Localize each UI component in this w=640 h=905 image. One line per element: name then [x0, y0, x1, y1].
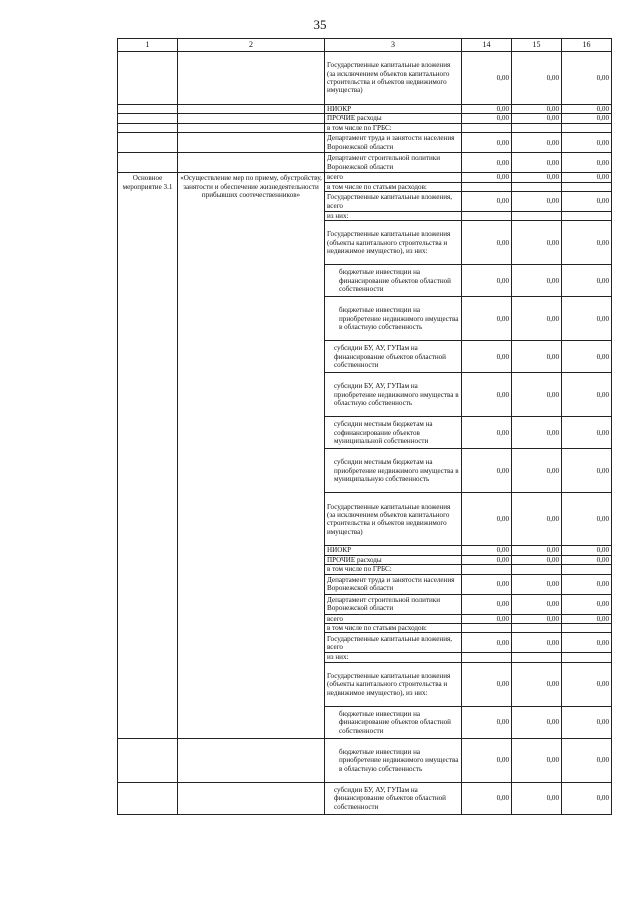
table-row — [118, 738, 612, 782]
budget-table — [117, 38, 612, 815]
activity-name-cell — [178, 153, 325, 173]
table-row — [118, 153, 612, 173]
table-row — [118, 114, 612, 123]
value-cell-14: 0,00 — [462, 192, 512, 212]
expense-item-cell: Департамент строительной политики Воронежской области — [325, 153, 462, 173]
value-cell-15: 0,00 — [512, 221, 562, 265]
value-cell-15: 0,00 — [512, 594, 562, 614]
value-cell-15: 0,00 — [512, 133, 562, 153]
value-cell-16: 0,00 — [562, 173, 612, 182]
expense-item-cell: из них: — [325, 653, 462, 662]
value-cell-16: 0,00 — [562, 153, 612, 173]
value-cell-16: 0,00 — [562, 706, 612, 738]
activity-name-cell — [178, 133, 325, 153]
value-cell-16: 0,00 — [562, 594, 612, 614]
value-cell-14: 0,00 — [462, 546, 512, 555]
activity-code-cell — [118, 123, 178, 132]
expense-item-cell: Государственные капитальные вложения (за исключением объектов капитального строительства и объектов недвижимого имущества) — [325, 493, 462, 546]
expense-item-cell: субсидии БУ, АУ, ГУПам на финансирование объектов областной собственности — [325, 782, 462, 814]
expense-item-cell: в том числе по статьям расходов: — [325, 624, 462, 633]
value-cell-15: 0,00 — [512, 449, 562, 493]
value-cell-14: 0,00 — [462, 493, 512, 546]
expense-item-cell: бюджетные инвестиции на финансирование объектов областной собственности — [325, 706, 462, 738]
table-row — [118, 123, 612, 132]
expense-item-cell: Государственные капитальные вложения (за исключением объектов капитального строительства и объектов недвижимого имущества) — [325, 52, 462, 105]
value-cell-15: 0,00 — [512, 574, 562, 594]
expense-item-cell: Департамент труда и занятости населения Воронежской области — [325, 133, 462, 153]
value-cell-16: 0,00 — [562, 297, 612, 341]
expense-item-cell: ПРОЧИЕ расходы — [325, 555, 462, 564]
value-cell-14 — [462, 123, 512, 132]
value-cell-15 — [512, 123, 562, 132]
expense-item-cell: в том числе по ГРБС: — [325, 123, 462, 132]
value-cell-15: 0,00 — [512, 662, 562, 706]
activity-name-cell — [178, 123, 325, 132]
header-cell-1: 1 — [118, 39, 178, 52]
header-row — [118, 39, 612, 52]
value-cell-16: 0,00 — [562, 493, 612, 546]
table-row — [118, 133, 612, 153]
expense-item-cell: бюджетные инвестиции на приобретение недвижимого имущества в областную собственность — [325, 297, 462, 341]
page-number: 35 — [313, 17, 327, 32]
value-cell-14: 0,00 — [462, 52, 512, 105]
table-row — [118, 173, 612, 182]
expense-item-cell: субсидии местным бюджетам на софинансирование объектов муниципальной собственности — [325, 417, 462, 449]
expense-item-cell: из них: — [325, 212, 462, 221]
value-cell-14: 0,00 — [462, 133, 512, 153]
value-cell-14: 0,00 — [462, 114, 512, 123]
expense-item-cell: в том числе по статьям расходов: — [325, 182, 462, 191]
header-cell-3: 3 — [325, 39, 462, 52]
header-cell-15: 15 — [512, 39, 562, 52]
expense-item-cell: всего — [325, 614, 462, 623]
expense-item-cell: Государственные капитальные вложения, всего — [325, 192, 462, 212]
value-cell-15: 0,00 — [512, 614, 562, 623]
value-cell-14: 0,00 — [462, 153, 512, 173]
value-cell-14: 0,00 — [462, 574, 512, 594]
value-cell-16: 0,00 — [562, 782, 612, 814]
activity-name-cell — [178, 105, 325, 114]
value-cell-16: 0,00 — [562, 555, 612, 564]
value-cell-14: 0,00 — [462, 555, 512, 564]
value-cell-16: 0,00 — [562, 546, 612, 555]
value-cell-16 — [562, 565, 612, 574]
value-cell-14: 0,00 — [462, 782, 512, 814]
value-cell-15: 0,00 — [512, 173, 562, 182]
table-row — [118, 105, 612, 114]
value-cell-16: 0,00 — [562, 614, 612, 623]
value-cell-14 — [462, 565, 512, 574]
value-cell-15 — [512, 212, 562, 221]
value-cell-15 — [512, 653, 562, 662]
value-cell-14 — [462, 624, 512, 633]
expense-item-cell: Государственные капитальные вложения (объекты капитального строительства и недвижимое имущество), из них: — [325, 662, 462, 706]
activity-code-cell — [118, 105, 178, 114]
value-cell-14 — [462, 212, 512, 221]
activity-code-cell — [118, 738, 178, 782]
value-cell-16: 0,00 — [562, 105, 612, 114]
table-row — [118, 782, 612, 814]
activity-code-cell — [118, 782, 178, 814]
expense-item-cell: субсидии БУ, АУ, ГУПам на приобретение недвижимого имущества в областную собственность — [325, 373, 462, 417]
value-cell-14: 0,00 — [462, 221, 512, 265]
value-cell-14: 0,00 — [462, 662, 512, 706]
expense-item-cell: в том числе по ГРБС: — [325, 565, 462, 574]
activity-name-cell — [178, 114, 325, 123]
value-cell-14: 0,00 — [462, 341, 512, 373]
value-cell-16: 0,00 — [562, 52, 612, 105]
value-cell-16: 0,00 — [562, 133, 612, 153]
value-cell-16 — [562, 212, 612, 221]
value-cell-16 — [562, 182, 612, 191]
value-cell-16: 0,00 — [562, 114, 612, 123]
table-body — [118, 39, 612, 815]
value-cell-16 — [562, 123, 612, 132]
value-cell-14: 0,00 — [462, 105, 512, 114]
expense-item-cell: Департамент строительной политики Воронежской области — [325, 594, 462, 614]
value-cell-15: 0,00 — [512, 782, 562, 814]
value-cell-15: 0,00 — [512, 114, 562, 123]
value-cell-14 — [462, 182, 512, 191]
header-cell-14: 14 — [462, 39, 512, 52]
value-cell-14 — [462, 653, 512, 662]
value-cell-15: 0,00 — [512, 493, 562, 546]
value-cell-15 — [512, 624, 562, 633]
value-cell-15: 0,00 — [512, 341, 562, 373]
expense-item-cell: Государственные капитальные вложения (объекты капитального строительства и недвижимое имущество), из них: — [325, 221, 462, 265]
activity-code-cell: Основное мероприятие 3.1 — [118, 173, 178, 739]
value-cell-16: 0,00 — [562, 449, 612, 493]
value-cell-16: 0,00 — [562, 265, 612, 297]
table-row — [118, 52, 612, 105]
value-cell-15: 0,00 — [512, 373, 562, 417]
value-cell-16: 0,00 — [562, 373, 612, 417]
expense-item-cell: НИОКР — [325, 105, 462, 114]
value-cell-16 — [562, 624, 612, 633]
expense-item-cell: ПРОЧИЕ расходы — [325, 114, 462, 123]
value-cell-15: 0,00 — [512, 633, 562, 653]
value-cell-15 — [512, 565, 562, 574]
value-cell-16: 0,00 — [562, 633, 612, 653]
activity-code-cell — [118, 133, 178, 153]
value-cell-14: 0,00 — [462, 373, 512, 417]
expense-item-cell: Государственные капитальные вложения, всего — [325, 633, 462, 653]
expense-item-cell: НИОКР — [325, 546, 462, 555]
value-cell-15: 0,00 — [512, 706, 562, 738]
value-cell-15: 0,00 — [512, 297, 562, 341]
activity-name-cell — [178, 738, 325, 782]
value-cell-14: 0,00 — [462, 738, 512, 782]
activity-code-cell — [118, 114, 178, 123]
activity-code-cell — [118, 153, 178, 173]
activity-name-cell — [178, 782, 325, 814]
value-cell-14: 0,00 — [462, 417, 512, 449]
value-cell-16: 0,00 — [562, 341, 612, 373]
value-cell-15: 0,00 — [512, 153, 562, 173]
expense-item-cell: Департамент труда и занятости населения Воронежской области — [325, 574, 462, 594]
value-cell-16: 0,00 — [562, 738, 612, 782]
expense-item-cell: субсидии местным бюджетам на приобретение недвижимого имущества в муниципальную собственность — [325, 449, 462, 493]
value-cell-14: 0,00 — [462, 449, 512, 493]
header-cell-16: 16 — [562, 39, 612, 52]
expense-item-cell: бюджетные инвестиции на финансирование объектов областной собственности — [325, 265, 462, 297]
value-cell-16: 0,00 — [562, 192, 612, 212]
value-cell-14: 0,00 — [462, 614, 512, 623]
value-cell-16 — [562, 653, 612, 662]
value-cell-14: 0,00 — [462, 297, 512, 341]
activity-code-cell — [118, 52, 178, 105]
value-cell-15 — [512, 182, 562, 191]
value-cell-14: 0,00 — [462, 265, 512, 297]
value-cell-14: 0,00 — [462, 706, 512, 738]
value-cell-15: 0,00 — [512, 105, 562, 114]
value-cell-15: 0,00 — [512, 546, 562, 555]
value-cell-14: 0,00 — [462, 633, 512, 653]
expense-item-cell: субсидии БУ, АУ, ГУПам на финансирование объектов областной собственности — [325, 341, 462, 373]
expense-item-cell: бюджетные инвестиции на приобретение недвижимого имущества в областную собственность — [325, 738, 462, 782]
value-cell-15: 0,00 — [512, 555, 562, 564]
value-cell-14: 0,00 — [462, 594, 512, 614]
header-cell-2: 2 — [178, 39, 325, 52]
value-cell-15: 0,00 — [512, 192, 562, 212]
value-cell-16: 0,00 — [562, 574, 612, 594]
activity-name-cell: «Осуществление мер по приему, обустройству, занятости и обеспечение жизнедеятельности прибывших соотечественников» — [178, 173, 325, 739]
value-cell-14: 0,00 — [462, 173, 512, 182]
value-cell-16: 0,00 — [562, 417, 612, 449]
activity-name-cell — [178, 52, 325, 105]
value-cell-15: 0,00 — [512, 52, 562, 105]
value-cell-16: 0,00 — [562, 221, 612, 265]
expense-item-cell: всего — [325, 173, 462, 182]
value-cell-16: 0,00 — [562, 662, 612, 706]
value-cell-15: 0,00 — [512, 738, 562, 782]
value-cell-15: 0,00 — [512, 265, 562, 297]
value-cell-15: 0,00 — [512, 417, 562, 449]
